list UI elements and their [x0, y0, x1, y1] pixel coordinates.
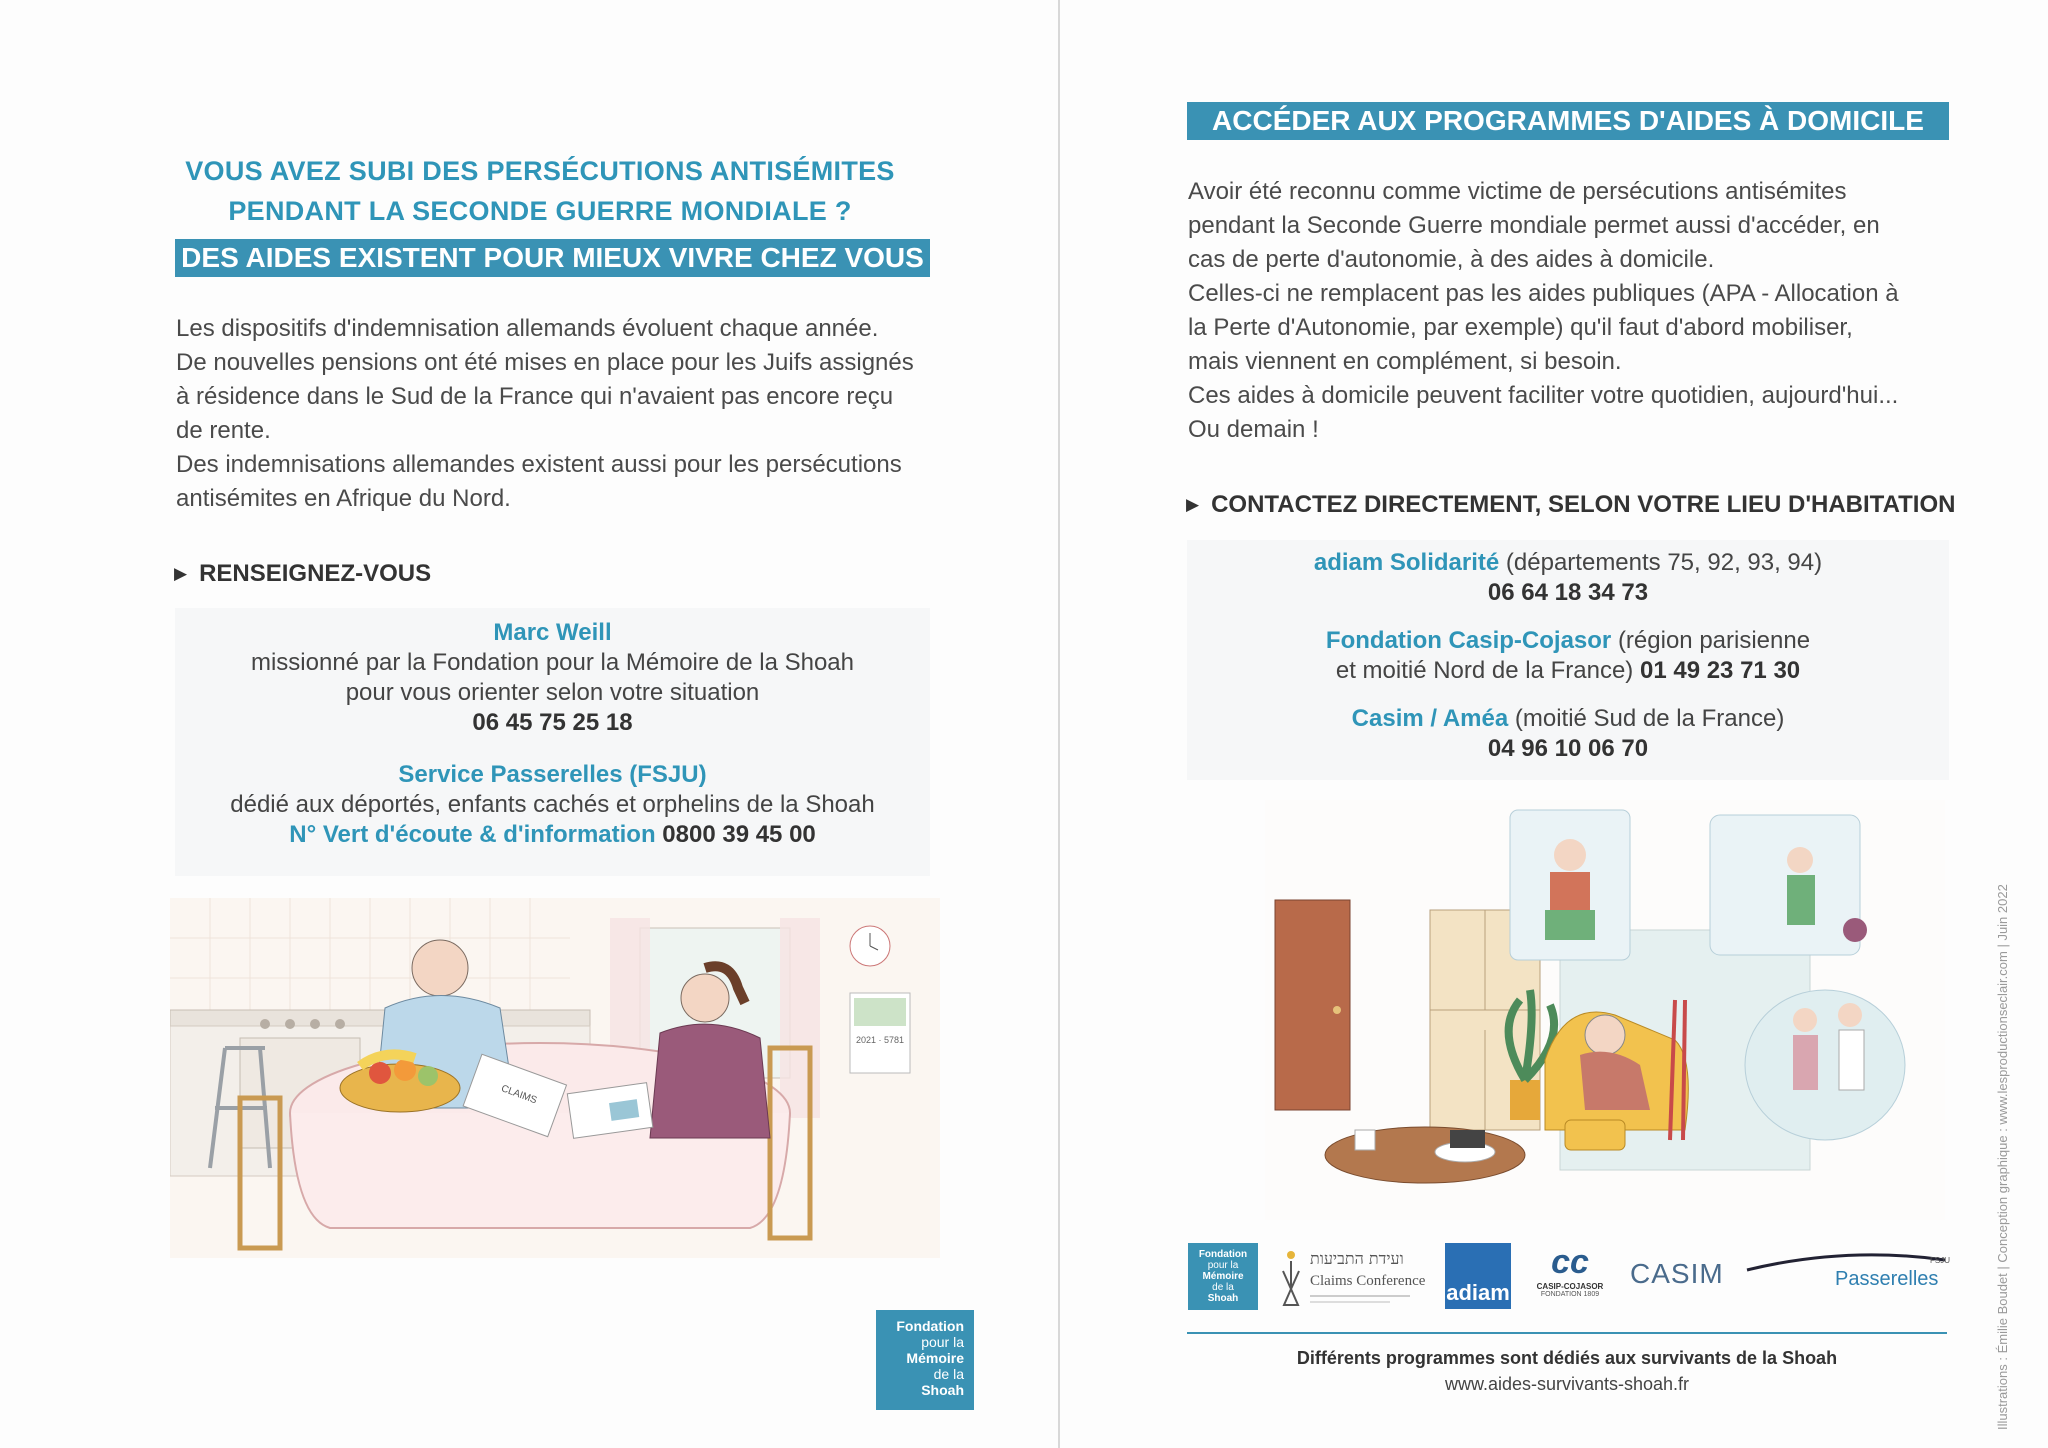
- left-contact-box: [175, 608, 930, 876]
- casim-logo: CASIM: [1630, 1258, 1724, 1289]
- renseignez-vous-label: RENSEIGNEZ-VOUS: [199, 560, 432, 587]
- casim-phone[interactable]: 04 96 10 06 70: [1487, 735, 1649, 762]
- marc-weill-name: Marc Weill: [493, 619, 612, 646]
- right-intro-line: cas de perte d'autonomie, à des aides à domicile.: [1188, 246, 1715, 273]
- right-intro-paragraph: [1188, 175, 1948, 447]
- right-intro-line: Avoir été reconnu comme victime de persécutions antisémites: [1188, 178, 1847, 205]
- claims-name-text: Claims Conference: [1310, 1273, 1426, 1289]
- fsju-label: FSJU: [1930, 1256, 1950, 1265]
- adiam-line: [1187, 548, 1949, 578]
- adiam-logo: adiam: [1445, 1243, 1511, 1309]
- casip-line2: [1187, 656, 1949, 686]
- fmd-logo-line: pour la: [1207, 1260, 1239, 1271]
- marc-weill-purpose: pour vous orienter selon votre situation: [345, 679, 760, 706]
- right-intro-line: pendant la Seconde Guerre mondiale permet aussi d'accéder, en: [1188, 212, 1880, 239]
- fmd-logo-line: pour la: [921, 1334, 964, 1350]
- adiam-phone[interactable]: 06 64 18 34 73: [1487, 579, 1649, 606]
- triangle-bullet-icon: ▶: [1186, 495, 1200, 514]
- casim-name: Casim / Améa: [1351, 705, 1509, 732]
- contactez-label: CONTACTEZ DIRECTEMENT, SELON VOTRE LIEU D'HABITATION: [1211, 491, 1956, 518]
- right-intro-line: mais viennent en complément, si besoin.: [1188, 348, 1622, 375]
- right-intro-line: la Perte d'Autonomie, par exemple) qu'il faut d'abord mobiliser,: [1188, 314, 1853, 341]
- left-intro-line: Des indemnisations allemandes existent aussi pour les persécutions: [176, 451, 902, 478]
- calendar-year-text: 2021 · 5781: [855, 1035, 905, 1045]
- footer-divider: [1187, 1332, 1947, 1334]
- left-intro-line: antisémites en Afrique du Nord.: [176, 485, 511, 512]
- side-credit: Illustrations : Émilie Boudet | Conception graphique : www.lesproductionseclair.com | Juin 2022: [1995, 884, 2010, 1430]
- fmd-logo-line: Shoah: [1207, 1293, 1239, 1304]
- claims-hebrew-text: ועידת התביעות: [1310, 1249, 1404, 1268]
- fmd-logo-line: Fondation: [896, 1318, 964, 1334]
- fmd-logo-left: [876, 1310, 974, 1410]
- casim-detail: (moitié Sud de la France): [1514, 705, 1785, 732]
- footer-title: Différents programmes sont dédiés aux survivants de la Shoah: [1296, 1348, 1838, 1368]
- numero-vert-label: N° Vert d'écoute & d'information: [289, 821, 656, 848]
- page-fold: [1058, 0, 1060, 1448]
- right-contact-box: [1187, 540, 1949, 780]
- home-care-illustration: [1265, 800, 1945, 1220]
- left-intro-line: De nouvelles pensions ont été mises en place pour les Juifs assignés: [176, 349, 914, 376]
- numero-vert-phone[interactable]: 0800 39 45 00: [662, 821, 816, 848]
- casip-cojasor-logo: [1535, 1242, 1605, 1312]
- fmd-logo-line: Shoah: [921, 1382, 964, 1398]
- fmd-logo-line: de la: [1212, 1282, 1234, 1293]
- casip-logo-line2: FONDATION 1809: [1540, 1291, 1600, 1298]
- right-intro-line: Ou demain !: [1188, 416, 1319, 443]
- casip-detail1: (région parisienne: [1617, 627, 1811, 654]
- right-intro-line: Ces aides à domicile peuvent faciliter votre quotidien, aujourd'hui...: [1188, 382, 1899, 409]
- passerelles-name: Passerelles: [1835, 1268, 1939, 1290]
- left-intro-line: Les dispositifs d'indemnisation allemands évoluent chaque année.: [176, 315, 879, 342]
- claims-paper-text: CLAIMS: [499, 1083, 539, 1107]
- fmd-logo-line: Mémoire: [1202, 1271, 1244, 1282]
- fmd-logo-line: Mémoire: [906, 1350, 964, 1366]
- claims-conference-logo: [1280, 1245, 1426, 1315]
- fmd-logo-line: Fondation: [1198, 1249, 1248, 1260]
- casip-line1: [1187, 626, 1949, 656]
- service-passerelles-name: Service Passerelles (FSJU): [398, 761, 707, 788]
- passerelles-logo: [1745, 1250, 1950, 1300]
- service-passerelles-line: [175, 820, 930, 850]
- marc-weill-role: missionné par la Fondation pour la Mémoire de la Shoah: [250, 649, 854, 676]
- right-intro-line: Celles-ci ne remplacent pas les aides publiques (APA - Allocation à: [1188, 280, 1899, 307]
- casip-logo-line1: CASIP-COJASOR: [1536, 1282, 1604, 1291]
- renseignez-vous-heading: [174, 560, 431, 588]
- contactez-heading: [1186, 491, 1955, 519]
- adiam-name: adiam Solidarité: [1313, 549, 1500, 576]
- marc-weill-phone[interactable]: 06 45 75 25 18: [472, 709, 633, 736]
- casip-cc-icon: cc: [1551, 1243, 1589, 1281]
- kitchen-table-illustration: [170, 898, 940, 1258]
- casim-line: [1187, 704, 1949, 734]
- right-banner: ACCÉDER AUX PROGRAMMES D'AIDES À DOMICILE: [1187, 102, 1949, 140]
- left-intro-line: à résidence dans le Sud de la France qui n'avaient pas encore reçu: [176, 383, 894, 410]
- left-headline-line2: PENDANT LA SECONDE GUERRE MONDIALE ?: [228, 196, 852, 226]
- casip-name: Fondation Casip-Cojasor: [1325, 627, 1612, 654]
- left-banner: DES AIDES EXISTENT POUR MIEUX VIVRE CHEZ VOUS: [175, 239, 930, 277]
- left-headline: [150, 151, 930, 231]
- footer-url[interactable]: www.aides-survivants-shoah.fr: [1444, 1374, 1690, 1394]
- service-passerelles-description: dédié aux déportés, enfants cachés et orphelins de la Shoah: [230, 791, 875, 818]
- fmd-logo-right: [1188, 1243, 1258, 1310]
- left-intro-line: de rente.: [176, 417, 271, 444]
- adiam-detail: (départements 75, 92, 93, 94): [1505, 549, 1823, 576]
- menorah-icon: [1280, 1249, 1302, 1311]
- left-headline-line1: VOUS AVEZ SUBI DES PERSÉCUTIONS ANTISÉMITES: [185, 156, 895, 186]
- fmd-logo-line: de la: [933, 1366, 964, 1382]
- left-intro-paragraph: [176, 312, 956, 516]
- triangle-bullet-icon: ▶: [174, 564, 188, 583]
- casip-detail2: et moitié Nord de la France): [1335, 657, 1634, 684]
- casip-phone[interactable]: 01 49 23 71 30: [1639, 657, 1801, 684]
